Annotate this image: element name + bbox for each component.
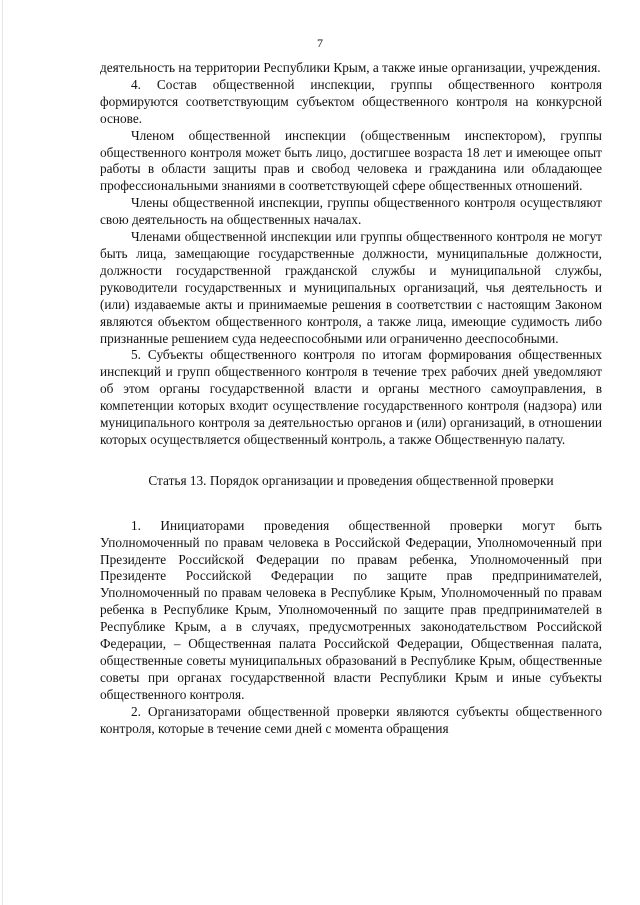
- paragraph-article-13-item-1: 1. Инициаторами проведения общественной проверки могут быть Уполномоченный по правам человека в Российской Федерации, Уполномоченный при Президенте Российской Федерации по правам ребенка, Уполномоченный при Президенте Российской Федерации по защите прав предпринимателей, Уполномоченный по правам человека в Республике Крым, Уполномоченный по правам ребенка в Республике Крым, Уполномоченный по защите прав предпринимателей в Республике Крым, а в случаях, предусмотренных законодательством Российской Федерации, – Общественная палата Российской Федерации, Общественная палата, общественные советы муниципальных образований в Республике Крым, общественные советы при органах государственной власти Республики Крым и иные субъекты общественного контроля.: [100, 517, 602, 702]
- document-body: [100, 60, 602, 738]
- paragraph-member-eligibility: Членом общественной инспекции (общественным инспектором), группы общественного контроля может быть лицо, достигшее возраста 18 лет и имеющее опыт работы в области защиты прав и свобод человека и гражданина или обладающее профессиональными знаниями в соответствующей сфере общественных отношений.: [100, 127, 602, 194]
- article-13-heading: Статья 13. Порядок организации и проведения общественной проверки: [148, 472, 554, 488]
- scan-edge-line: [2, 0, 3, 905]
- page-number: 7: [317, 36, 323, 50]
- paragraph-article-13-item-2: 2. Организаторами общественной проверки являются субъекты общественного контроля, которые в течение семи дней с момента обращения: [100, 703, 602, 736]
- paragraph-voluntary-basis: Члены общественной инспекции, группы общественного контроля осуществляют свою деятельность на общественных началах.: [100, 195, 602, 228]
- paragraph-item-5: 5. Субъекты общественного контроля по итогам формирования общественных инспекций и групп общественного контроля в течение трех рабочих дней уведомляют об этом органы государственной власти и органы местного самоуправления, в компетенции которых входит осуществление государственного контроля (надзора) или муниципального контроля за деятельностью органов и (или) организаций, в отношении которых осуществляется общественный контроль, а также Общественную палату.: [100, 347, 602, 447]
- paragraph-member-restrictions: Членами общественной инспекции или группы общественного контроля не могут быть лица, замещающие государственные должности, муниципальные должности, должности государственной гражданской службы и муниципальной службы, руководители государственных и муниципальных организаций, чья деятельность и (или) издаваемые акты и принимаемые решения в соответствии с настоящим Законом являются объектом общественного контроля, а также лица, имеющие судимость либо признанные решением суда недееспособными или ограниченно дееспособными.: [100, 229, 602, 346]
- paragraph-continuation: деятельность на территории Республики Крым, а также иные организации, учреждения.: [100, 60, 601, 75]
- paragraph-item-4: 4. Состав общественной инспекции, группы общественного контроля формируются соответствующим субъектом общественного контроля на конкурсной основе.: [100, 76, 602, 126]
